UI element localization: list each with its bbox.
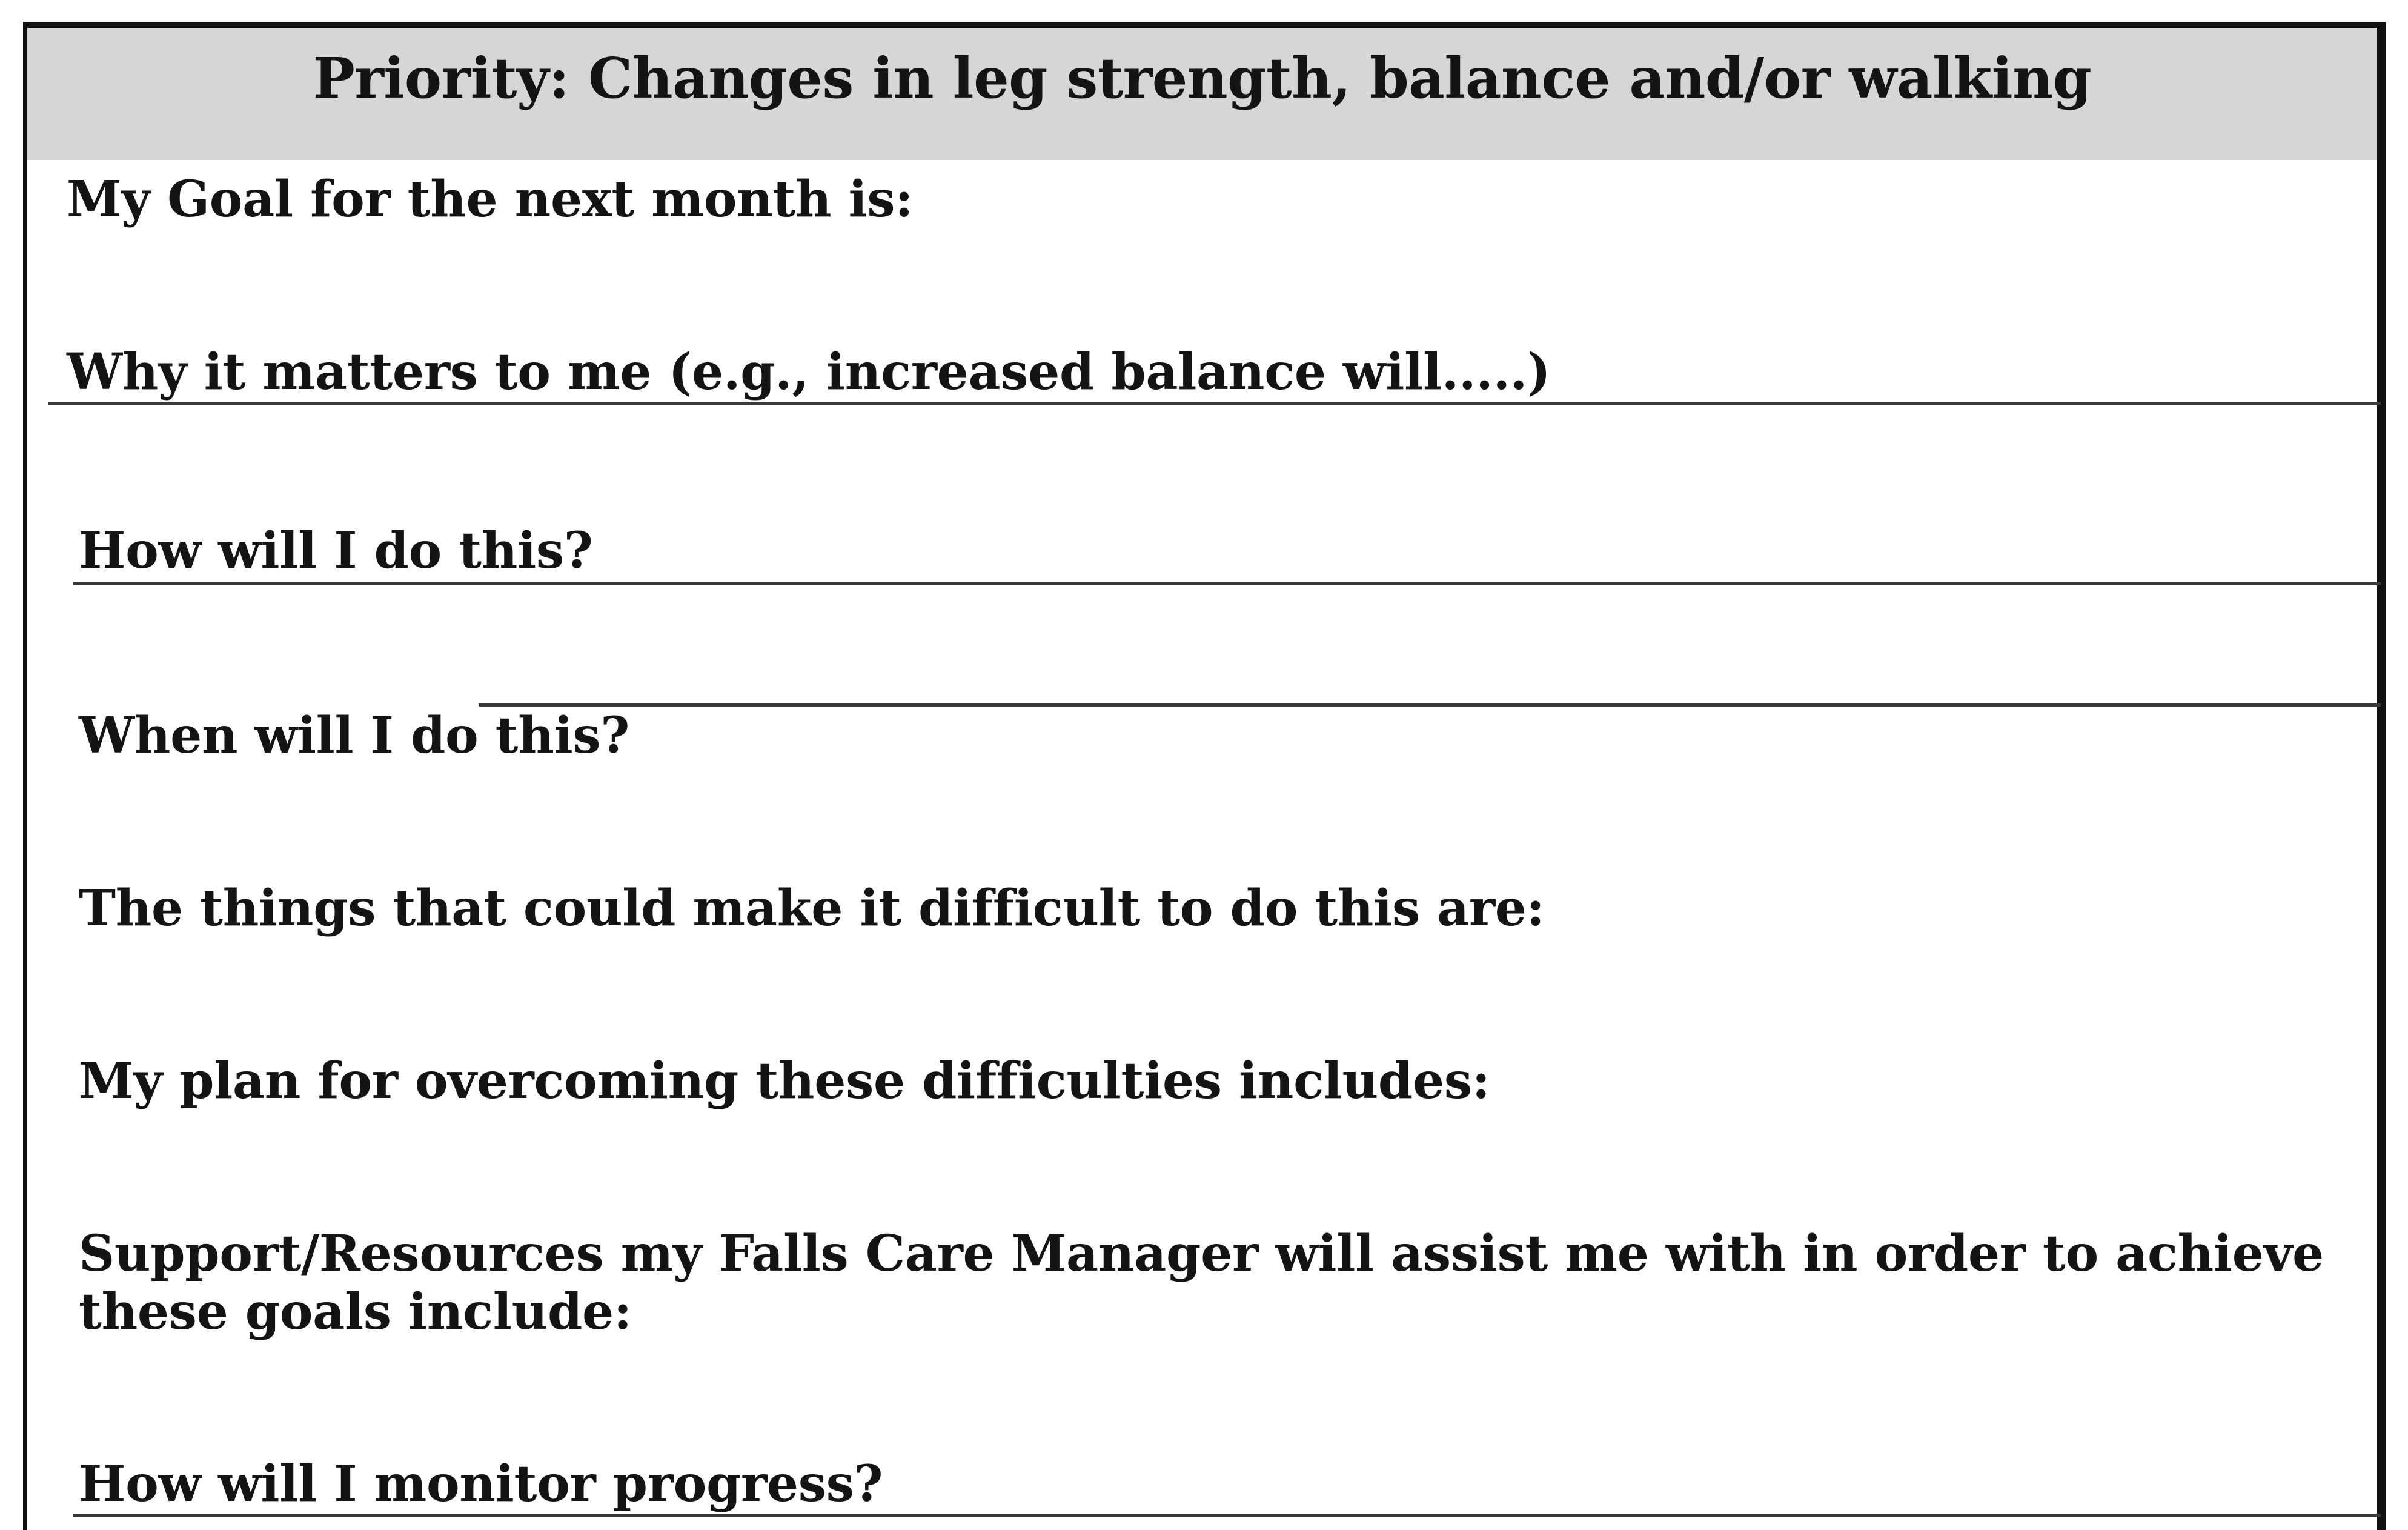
when-answer-line[interactable]: [479, 703, 2381, 707]
goal-label: My Goal for the next month is:: [67, 170, 914, 228]
form-header: [27, 28, 2377, 160]
form-title: Priority: Changes in leg strength, balance and/or walking: [313, 45, 2092, 111]
when-label: When will I do this?: [79, 707, 629, 765]
monitor-label: How will I monitor progress?: [79, 1455, 883, 1513]
plan-label: My plan for overcoming these difficulties includes:: [79, 1052, 1490, 1110]
difficulties-label: The things that could make it difficult to do this are:: [79, 879, 1545, 937]
why-label: Why it matters to me (e.g., increased balance will.....): [67, 343, 1551, 401]
goal-form: [23, 22, 2386, 1530]
why-answer-line[interactable]: [48, 402, 2381, 405]
how-answer-line[interactable]: [73, 582, 2381, 585]
monitor-answer-line[interactable]: [73, 1514, 2381, 1517]
support-label: Support/Resources my Falls Care Manager will assist me with in order to achieve these goals include:: [79, 1225, 2324, 1341]
how-label: How will I do this?: [79, 522, 593, 580]
